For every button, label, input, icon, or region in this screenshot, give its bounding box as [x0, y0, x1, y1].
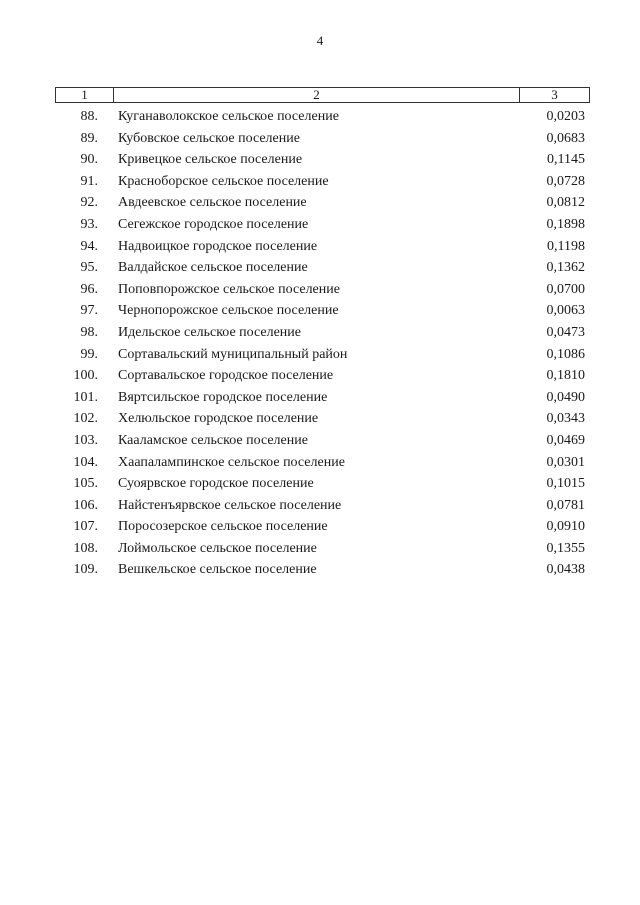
row-number: 99.	[80, 346, 98, 362]
row-number: 95.	[80, 260, 98, 276]
row-number: 105.	[73, 476, 98, 492]
table-row	[0, 538, 640, 560]
row-number: 106.	[73, 497, 98, 513]
coefficient-value: 0,0469	[546, 432, 585, 448]
row-number: 92.	[80, 195, 98, 211]
table-row	[0, 344, 640, 366]
coefficient-value: 0,0700	[546, 281, 585, 297]
settlement-name: Красноборское сельское поселение	[118, 173, 329, 189]
row-number: 97.	[80, 303, 98, 319]
table-header	[55, 87, 590, 103]
settlement-name: Хелюльское городское поселение	[118, 411, 319, 427]
settlement-name: Надвоицкое городское поселение	[118, 238, 318, 254]
row-number: 107.	[73, 519, 98, 535]
table-row	[0, 495, 640, 517]
row-number: 94.	[80, 238, 98, 254]
settlement-name: Валдайское сельское поселение	[118, 260, 308, 276]
coefficient-value: 0,1145	[547, 152, 585, 168]
settlement-name: Сегежское городское поселение	[118, 216, 309, 232]
table-row	[0, 452, 640, 474]
coefficient-value: 0,0812	[546, 195, 585, 211]
table-row	[0, 300, 640, 322]
table-row	[0, 214, 640, 236]
row-number: 89.	[80, 130, 98, 146]
coefficient-value: 0,0343	[546, 411, 585, 427]
header-col-1: 1	[56, 88, 114, 102]
table-row	[0, 279, 640, 301]
table-row	[0, 128, 640, 150]
row-number: 100.	[73, 368, 98, 384]
settlement-name: Поповпорожское сельское поселение	[118, 281, 340, 297]
table-row	[0, 387, 640, 409]
table-row	[0, 473, 640, 495]
coefficient-value: 0,0683	[546, 130, 585, 146]
settlement-name: Куганаволокское сельское поселение	[118, 109, 339, 124]
page-number: 4	[316, 33, 324, 48]
settlement-name: Сортавальский муниципальный район	[118, 346, 348, 362]
coefficient-value: 0,1362	[546, 260, 585, 276]
coefficient-value: 0,1198	[547, 238, 585, 254]
table-row	[0, 408, 640, 430]
table-row	[0, 516, 640, 538]
row-number: 96.	[80, 281, 98, 297]
settlement-name: Поросозерское сельское поселение	[118, 519, 328, 535]
coefficient-value: 0,0301	[546, 454, 585, 470]
coefficient-value: 0,0728	[546, 173, 585, 189]
table-row	[0, 365, 640, 387]
coefficient-value: 0,1015	[546, 476, 585, 492]
settlement-name: Кааламское сельское поселение	[118, 432, 308, 448]
row-number: 93.	[80, 216, 98, 232]
header-col-2: 2	[114, 88, 520, 102]
coefficient-value: 0,0063	[546, 303, 585, 319]
settlement-name: Кривецкое сельское поселение	[118, 152, 303, 168]
settlement-name: Чернопорожское сельское поселение	[118, 303, 339, 319]
table-row	[0, 236, 640, 258]
settlement-name: Хаапалампинское сельское поселение	[118, 454, 345, 470]
table-row	[0, 171, 640, 193]
coefficient-value: 0,0473	[546, 324, 585, 340]
row-number: 98.	[80, 324, 98, 340]
coefficient-value: 0,1898	[546, 216, 585, 232]
settlement-name: Найстенъярвское сельское поселение	[118, 497, 342, 513]
coefficient-value: 0,0781	[546, 497, 585, 513]
row-number: 90.	[80, 152, 98, 168]
coefficient-value: 0,0490	[546, 389, 585, 405]
coefficient-value: 0,1355	[546, 540, 585, 556]
coefficient-value: 0,1810	[546, 368, 585, 384]
settlement-name: Вешкельское сельское поселение	[118, 562, 317, 578]
row-number: 104.	[73, 454, 98, 470]
settlement-name: Лоймольское сельское поселение	[118, 540, 317, 556]
table-row	[0, 149, 640, 171]
settlement-name: Сортавальское городское поселение	[118, 368, 334, 384]
settlement-name: Идельское сельское поселение	[118, 324, 302, 340]
table-row	[0, 559, 640, 581]
row-number: 103.	[73, 432, 98, 448]
row-number: 109.	[73, 562, 98, 578]
coefficient-value: 0,1086	[546, 346, 585, 362]
row-number: 108.	[73, 540, 98, 556]
row-number: 88.	[80, 109, 98, 124]
coefficient-value: 0,0910	[546, 519, 585, 535]
coefficient-value: 0,0438	[546, 562, 585, 578]
table-row	[0, 106, 640, 128]
settlement-name: Вяртсильское городское поселение	[118, 389, 328, 405]
settlement-name: Авдеевское сельское поселение	[118, 195, 307, 211]
table-row	[0, 192, 640, 214]
table-row	[0, 430, 640, 452]
header-col-3: 3	[551, 87, 558, 102]
settlement-name: Суоярвское городское поселение	[118, 476, 314, 492]
table-body	[0, 106, 640, 581]
row-number: 102.	[73, 411, 98, 427]
coefficient-value: 0,0203	[546, 109, 585, 124]
settlement-name: Кубовское сельское поселение	[118, 130, 300, 146]
row-number: 91.	[80, 173, 98, 189]
table-row	[0, 257, 640, 279]
row-number: 101.	[73, 389, 98, 405]
table-row	[0, 322, 640, 344]
